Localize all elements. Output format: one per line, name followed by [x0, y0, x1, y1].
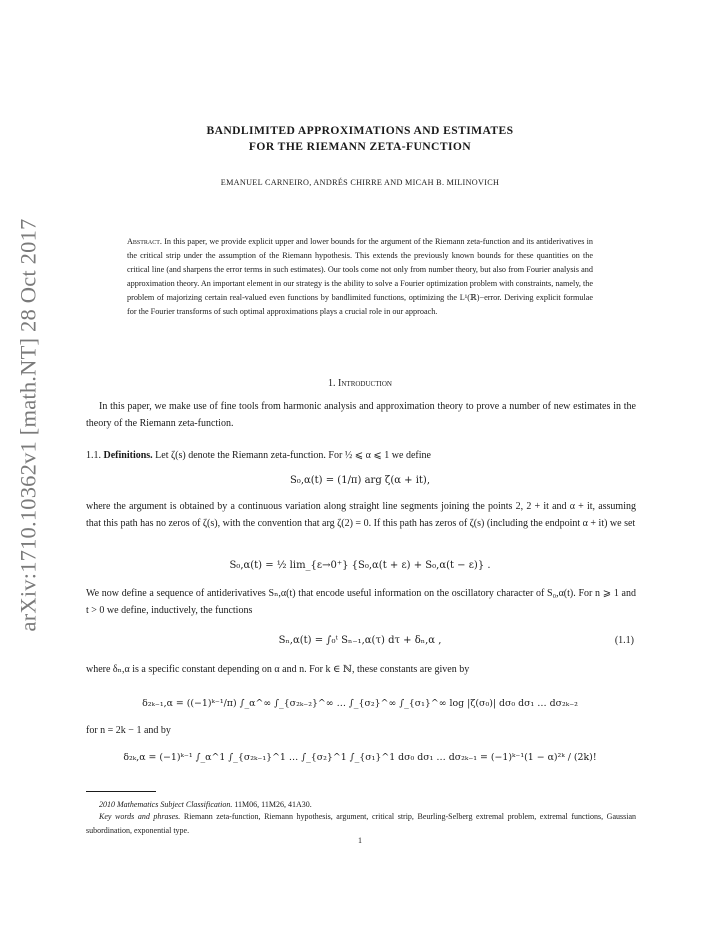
- equation-s0: S₀,α(t) = (1/π) arg ζ(α + it),: [289, 475, 431, 486]
- equation-delta-even: δ₂ₖ,α = (−1)ᵏ⁻¹ ∫_α^1 ∫_{σ₂ₖ₋₁}^1 … ∫_{σ₂}^1 ∫_{σ₁}^1 dσ₀ dσ₁ … dσ₂ₖ₋₁ = (−1)ᵏ⁻¹(1 − α)²ᵏ / (2k)!: [123, 752, 597, 763]
- subsection-text: Let ζ(s) denote the Riemann zeta-function. For ½ ⩽ α ⩽ 1 we define: [155, 450, 431, 461]
- subsection-heading: Definitions.: [103, 450, 153, 461]
- title-line-2: FOR THE RIEMANN ZETA-FUNCTION: [248, 140, 472, 153]
- author-list: EMANUEL CARNEIRO, ANDRÉS CHIRRE AND MICAH B. MILINOVICH: [220, 178, 500, 187]
- equation-number: (1.1): [614, 635, 634, 646]
- page-number: 1: [358, 836, 362, 845]
- footnote-keywords: [86, 810, 636, 837]
- arxiv-stamp-text: arXiv:1710.10362v1 [math.NT] 28 Oct 2017: [15, 218, 40, 632]
- abstract-label: Abstract.: [127, 237, 162, 246]
- equation-recursive: Sₙ,α(t) = ∫₀ᵗ Sₙ₋₁,α(τ) dτ + δₙ,α ,: [278, 635, 442, 646]
- paper-title: [100, 123, 620, 155]
- paragraph-delta: where δₙ,α is a specific constant depending on α and n. For k ∈ ℕ, these constants are given by: [86, 664, 470, 675]
- equation-delta-odd: δ₂ₖ₋₁,α = ((−1)ᵏ⁻¹/π) ∫_α^∞ ∫_{σ₂ₖ₋₂}^∞ … ∫_{σ₂}^∞ ∫_{σ₁}^∞ log |ζ(σ₀)| dσ₀ dσ₁ … dσ₂ₖ₋₂: [142, 698, 578, 709]
- footnote-rule: [86, 791, 156, 792]
- subsection-number: 1.1.: [86, 450, 101, 461]
- intro-paragraph: In this paper, we make use of fine tools from harmonic analysis and approximation theory to prove a number of new estimates in the theory of the Riemann zeta-function.: [86, 401, 636, 430]
- arxiv-stamp: [2, 215, 54, 635]
- abstract-text: In this paper, we provide explicit upper and lower bounds for the argument of the Riemann zeta-function and its antiderivatives in the critical strip under the assumption of the Riemann hypothesis. This extends the previously known bounds for these quantities on the critical line (and sharpens the error terms in such estimates). Our tools come not only from number theory, but also from Fourier analysis and approximation theory. An important element in our strategy is the ability to solve a Fourier optimization problem with constraints, namely, the problem of majorizing certain real-valued even functions by bandlimited functions, optimizing the L¹(ℝ)−error. Deriving explicit formulae for the Fourier transforms of such optimal approximations plays a crucial role in our approach.: [127, 237, 593, 317]
- paragraph-for-n: for n = 2k − 1 and by: [86, 725, 171, 736]
- footnote-msc-label: 2010 Mathematics Subject Classification.: [99, 800, 233, 809]
- title-line-1: BANDLIMITED APPROXIMATIONS AND ESTIMATES: [206, 124, 514, 137]
- paragraph-argument: where the argument is obtained by a continuous variation along straight line segments joining the points 2, 2 + it and α + it, assuming that this path has no zeros of ζ(s), with the convention that arg ζ(2) = 0. If this path has zeros of ζ(s) (including the endpoint α + it) we set: [86, 501, 636, 530]
- footnote-keywords-text: Riemann zeta-function, Riemann hypothesis, argument, critical strip, Beurling-Selberg extremal problem, extremal functions, Gaussian subordination, exponential type.: [86, 812, 637, 835]
- footnote-msc-text: 11M06, 11M26, 41A30.: [232, 800, 312, 809]
- paragraph-antiderivatives: We now define a sequence of antiderivatives Sₙ,α(t) that encode useful information on the oscillatory character of S₀,α(t). For n ⩾ 1 and t > 0 we define, inductively, the functions: [86, 588, 636, 617]
- subsection-definitions: [86, 447, 636, 464]
- section-heading: 1. Introduction: [328, 378, 392, 389]
- footnote-keywords-label: Key words and phrases.: [99, 812, 181, 821]
- equation-limit: S₀,α(t) = ½ lim_{ε→0⁺} {S₀,α(t + ε) + S₀,α(t − ε)} .: [229, 560, 491, 571]
- abstract: [127, 235, 593, 320]
